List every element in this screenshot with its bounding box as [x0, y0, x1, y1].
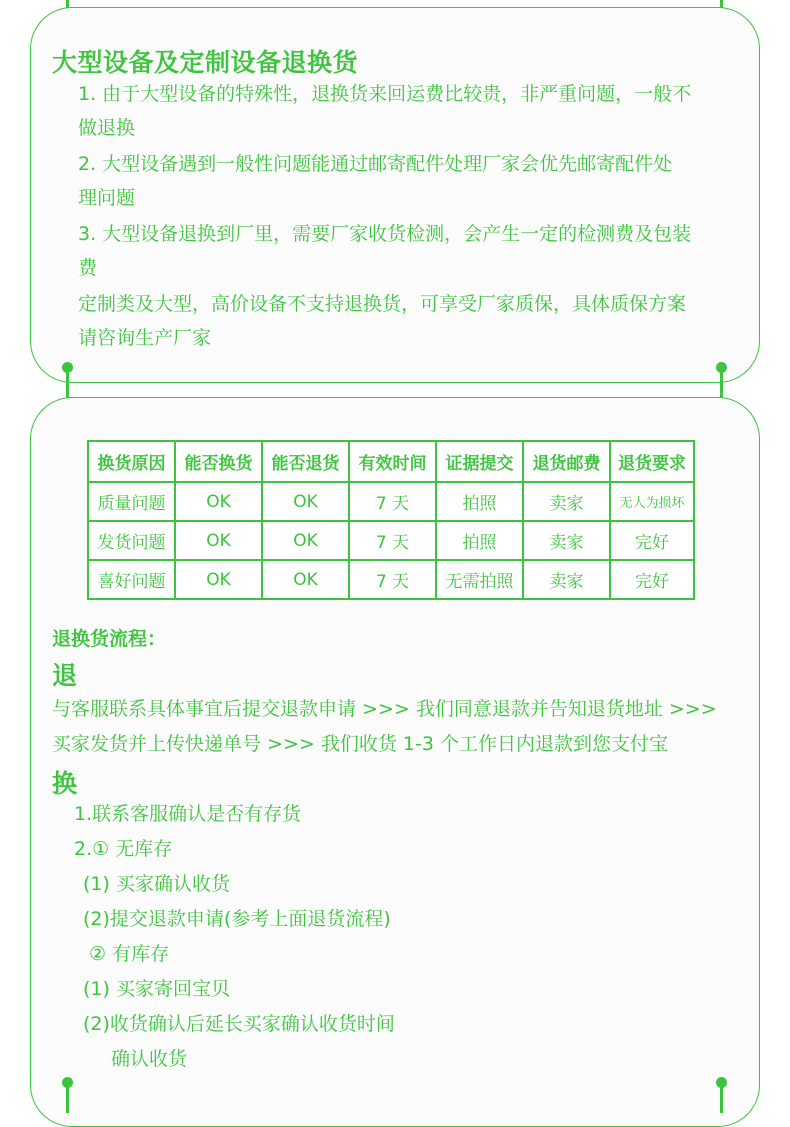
exchange-step-line: (1) 买家寄回宝贝 [83, 978, 230, 1000]
connector-dot [62, 362, 73, 373]
table-header-cell: 能否换货 [175, 441, 262, 482]
table-cell: 无需拍照 [436, 560, 523, 599]
table-cell: 完好 [610, 521, 694, 560]
table-cell: OK [175, 521, 262, 560]
return-heading: 退 [52, 661, 78, 690]
table-cell: OK [175, 560, 262, 599]
large-equipment-title: 大型设备及定制设备退换货 [52, 48, 359, 77]
table-cell: OK [175, 482, 262, 521]
connector-dot [716, 362, 727, 373]
table-cell: 卖家 [523, 482, 610, 521]
exchange-step-line: ② 有库存 [89, 943, 170, 965]
table-cell: OK [262, 482, 349, 521]
table-header-cell: 证据提交 [436, 441, 523, 482]
table-cell: 无人为损坏 [610, 482, 694, 521]
return-step-line: 与客服联系具体事宜后提交退款申请 >>> 我们同意退款并告知退货地址 >>> [52, 698, 717, 720]
exchange-heading: 换 [52, 769, 78, 798]
exchange-step-line: 确认收货 [111, 1048, 188, 1070]
large-equipment-line: 定制类及大型，高价设备不支持退换货，可享受厂家质保，具体质保方案 [78, 293, 687, 315]
large-equipment-line: 2. 大型设备遇到一般性问题能通过邮寄配件处理厂家会优先邮寄配件处 [78, 153, 673, 175]
table-row [88, 560, 694, 599]
process-title: 退换货流程： [52, 628, 167, 650]
exchange-step-line: 2.① 无库存 [74, 838, 173, 860]
table-cell: 7 天 [349, 560, 436, 599]
table-header-cell: 换货原因 [88, 441, 175, 482]
return-step-line: 买家发货并上传快递单号 >>> 我们收货 1-3 个工作日内退款到您支付宝 [52, 733, 668, 755]
table-cell: 7 天 [349, 482, 436, 521]
large-equipment-line: 请咨询生产厂家 [78, 327, 212, 349]
exchange-step-line: 1.联系客服确认是否有存货 [74, 803, 302, 825]
table-row [88, 521, 694, 560]
table-header-row [88, 441, 694, 482]
table-cell: OK [262, 521, 349, 560]
table-cell: 7 天 [349, 521, 436, 560]
large-equipment-line: 理问题 [78, 187, 136, 209]
connector-dot [716, 1077, 727, 1088]
return-policy-table [87, 440, 695, 600]
table-header-cell: 能否退货 [262, 441, 349, 482]
table-cell: 完好 [610, 560, 694, 599]
table-cell: 喜好问题 [88, 560, 175, 599]
large-equipment-line: 1. 由于大型设备的特殊性，退换货来回运费比较贵，非严重问题，一般不 [78, 83, 692, 105]
table-row [88, 482, 694, 521]
exchange-step-line: (2)提交退款申请(参考上面退货流程) [83, 908, 391, 930]
table-cell: 卖家 [523, 521, 610, 560]
connector-dot [62, 1077, 73, 1088]
table-header-cell: 退货邮费 [523, 441, 610, 482]
table-cell: 质量问题 [88, 482, 175, 521]
large-equipment-line: 3. 大型设备退换到厂里，需要厂家收货检测，会产生一定的检测费及包装 [78, 223, 692, 245]
table-header-cell: 有效时间 [349, 441, 436, 482]
table-header-cell: 退货要求 [610, 441, 694, 482]
table-cell: 拍照 [436, 521, 523, 560]
large-equipment-line: 做退换 [78, 117, 136, 139]
table-cell: 发货问题 [88, 521, 175, 560]
exchange-step-line: (1) 买家确认收货 [83, 873, 230, 895]
table-cell: 拍照 [436, 482, 523, 521]
exchange-step-line: (2)收货确认后延长买家确认收货时间 [83, 1013, 395, 1035]
table-cell: OK [262, 560, 349, 599]
large-equipment-line: 费 [78, 257, 98, 279]
table-cell: 卖家 [523, 560, 610, 599]
